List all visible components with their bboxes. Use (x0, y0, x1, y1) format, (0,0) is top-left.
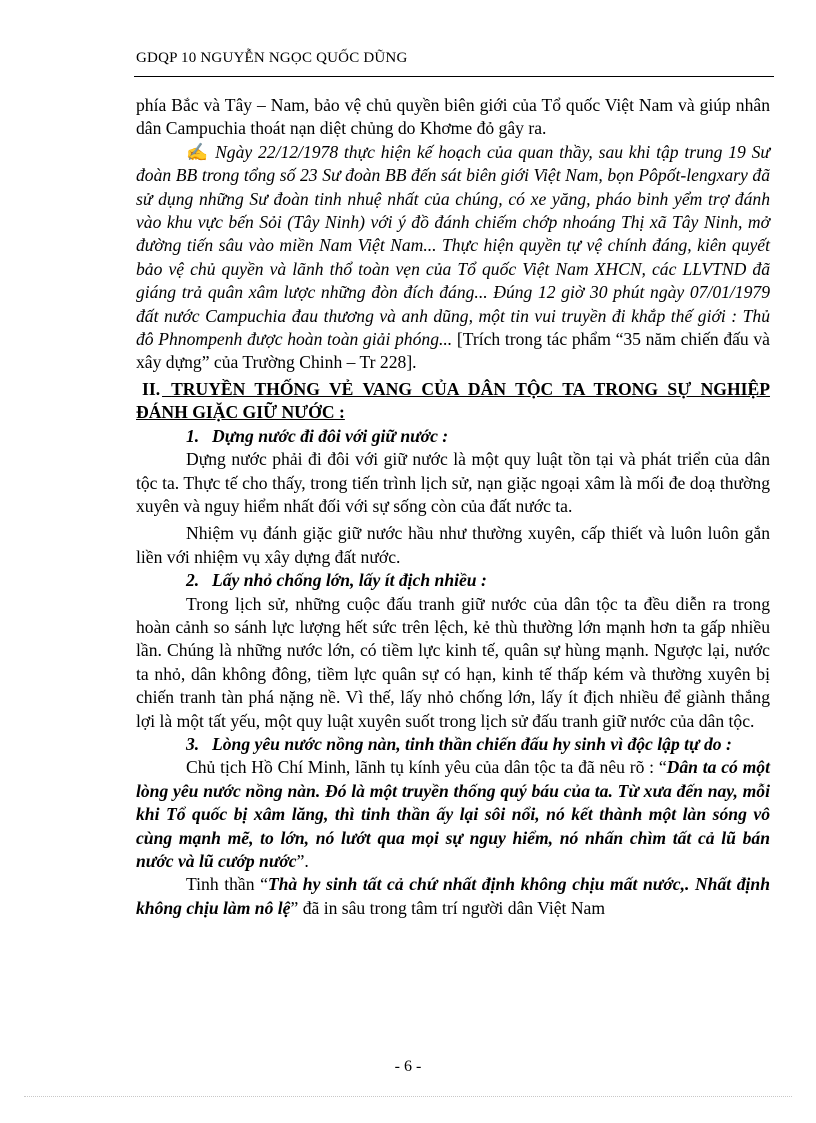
paragraph: Nhiệm vụ đánh giặc giữ nước hầu như thường xuyên, cấp thiết và luôn luôn gắn liền với nhiệm vụ xây dựng đất nước. (136, 523, 770, 567)
page-bottom-border (24, 1096, 792, 1097)
spirit-quote: Thà hy sinh tất cả chứ nhất định không chịu mất nước,. Nhất định không chịu làm nô lệ (136, 874, 770, 918)
quote-end: ”. (296, 851, 309, 871)
citation: [Trích trong tác phẩm “35 năm chiến đấu và xây dựng” của Trường Chinh – Tr 228]. (136, 329, 770, 373)
section-title: TRUYỀN THỐNG VẺ VANG CỦA DÂN TỘC TA TRONG SỰ NGHIỆP ĐÁNH GIẶC GIỮ NƯỚC : (136, 378, 770, 423)
subsection-number: 3. (186, 733, 200, 754)
paragraph: Trong lịch sử, những cuộc đấu tranh giữ nước của dân tộc ta đều diễn ra trong hoàn cảnh so sánh lực lượng hết sức trên lệch, kẻ thù thường lớn mạnh hơn ta gấp nhiều lần. Chúng là những nước lớn, có tiềm lực kinh tế, quân sự hùng mạnh. Ngược lại, nước ta nhỏ, dân không đông, tiềm lực quân sự có hạn, kinh tế thấp kém và thường xuyên bị chiến tranh tàn phá nặng nề. Vì thế, lấy nhỏ chống lớn, lấy ít địch nhiều để giành thắng lợi là một tất yếu, một quy luật xuyên suốt trong lịch sử đấu tranh giữ nước của dân tộc. (136, 593, 770, 731)
page-header: GDQP 10 NGUYỄN NGỌC QUỐC DŨNG (136, 50, 408, 66)
section-number: II. (142, 378, 161, 399)
pencil-writing-icon: ✍ (186, 141, 210, 162)
quote-end: ” đã in sâu trong tâm trí người dân Việt Nam (290, 897, 606, 918)
quote-lead: Tinh thần “ (186, 874, 268, 895)
subsection-number: 2. (186, 570, 200, 591)
page-number: - 6 - (394, 1058, 422, 1075)
paragraph: phía Bắc và Tây – Nam, bảo vệ chủ quyền biên giới của Tổ quốc Việt Nam và giúp nhân dân Campuchia thoát nạn diệt chủng do Khơme đỏ gây ra. (136, 95, 770, 139)
subsection-heading (136, 733, 770, 756)
subsection-heading (136, 425, 770, 448)
subsection-title: Lòng yêu nước nồng nàn, tinh thần chiến đấu hy sinh vì độc lập tự do : (212, 733, 732, 754)
subsection-number: 1. (186, 425, 200, 446)
subsection-heading (136, 569, 770, 592)
subsection-title: Lấy nhỏ chống lớn, lấy ít địch nhiều : (212, 570, 487, 591)
header-rule (134, 76, 774, 77)
ho-chi-minh-quote: Dân ta có một lòng yêu nước nồng nàn. Đó là một truyền thống quý báu của ta. Từ xưa đến nay, mỗi khi Tổ quốc bị xâm lăng, thì tinh thần ấy lại sôi nổi, nó kết thành một làn sóng vô cùng mạnh mẽ, to lớn, nó lướt qua mọi sự nguy hiểm, nó nhấn chìm tất cả lũ bán nước và lũ cướp nước (136, 757, 770, 871)
section-heading (136, 378, 770, 425)
quote-text: Ngày 22/12/1978 thực hiện kế hoạch của quan thầy, sau khi tập trung 19 Sư đoàn BB trong tổng số 23 Sư đoàn BB đến sát biên giới Việt Nam, bọn Pôpốt-lengxary đã sử dụng những Sư đoàn tinh nhuệ nhất của chúng, có xe yăng, pháo binh yểm trợ đánh vào khu vực bến Sỏi (Tây Ninh) với ý đồ đánh chiếm chớp nhoáng Thị xã Tây Ninh, mở đường tiến sâu vào miền Nam Việt Nam... Thực hiện quyền tự vệ chính đáng, kiên quyết bảo vệ chủ quyền và lãnh thổ toàn vẹn của Tổ quốc Việt Nam XHCN, các LLVTND đã giáng trả quân xâm lược những đòn đích đáng... Đúng 12 giờ 30 phút ngày 07/01/1979 đất nước Campuchia đau thương và anh dũng, một tin vui truyền đi khắp thế giới : Thủ đô Phnompenh được hoàn toàn giải phóng... (136, 141, 770, 350)
quote-lead: Chủ tịch Hồ Chí Minh, lãnh tụ kính yêu của dân tộc ta đã nêu rõ : “ (186, 757, 667, 778)
paragraph (136, 756, 770, 873)
paragraph-quote (136, 141, 770, 375)
paragraph (136, 873, 770, 920)
subsection-title: Dựng nước đi đôi với giữ nước : (212, 425, 449, 446)
paragraph: Dựng nước phải đi đôi với giữ nước là một quy luật tồn tại và phát triển của dân tộc ta. Thực tế cho thấy, trong tiến trình lịch sử, nạn giặc ngoại xâm là mối đe doạ thường xuyên và nguy hiểm nhất đối với sự sống còn của đất nước ta. (136, 449, 770, 516)
document-body (136, 94, 770, 920)
